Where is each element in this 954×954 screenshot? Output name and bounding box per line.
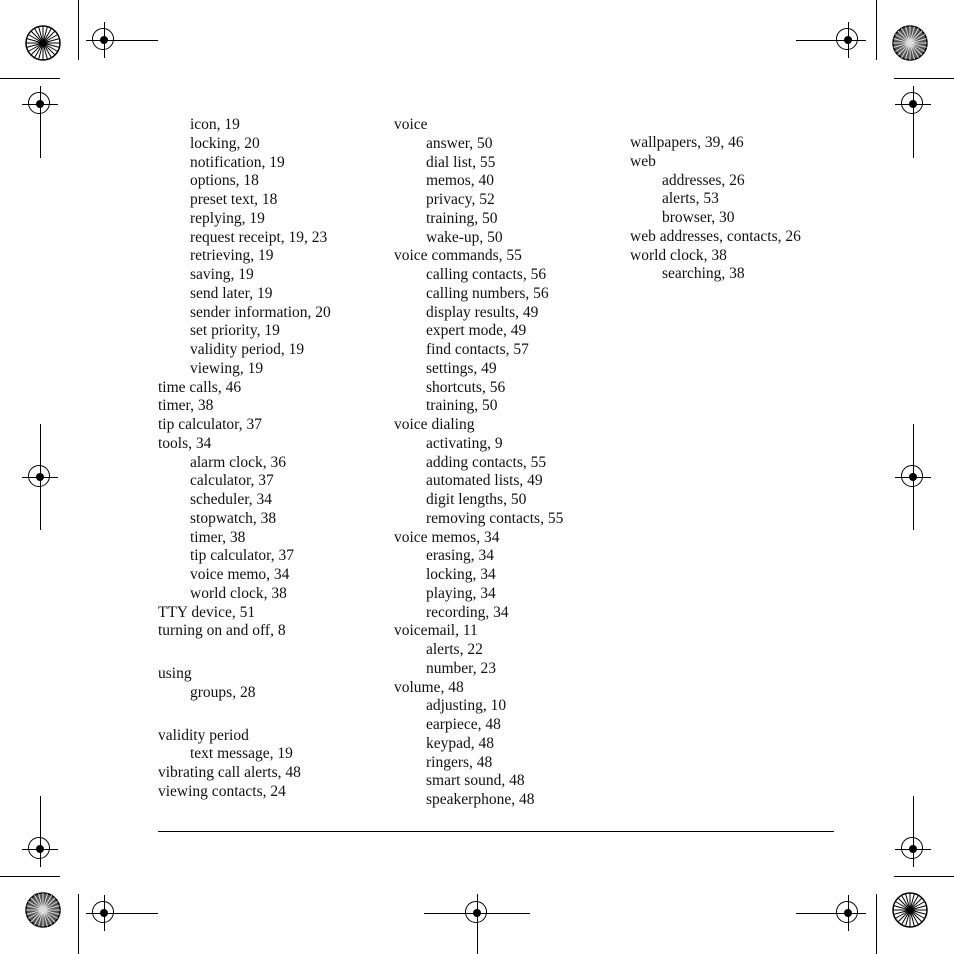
index-subentry: wake-up, 50 [426, 228, 503, 246]
index-subentry: adding contacts, 55 [426, 453, 547, 471]
index-subentry: stopwatch, 38 [190, 509, 277, 527]
index-subentry: training, 50 [426, 209, 498, 227]
trim-line [913, 424, 914, 464]
index-entry: voice memos, 34 [394, 528, 500, 546]
index-subentry: erasing, 34 [426, 547, 495, 565]
trim-line [876, 894, 877, 954]
index-entry: world clock, 38 [630, 246, 727, 264]
index-subentry: sender information, 20 [190, 303, 331, 321]
index-subentry: voice memo, 34 [190, 566, 290, 583]
index-column-3 [630, 134, 801, 284]
index-subentry: alarm clock, 36 [190, 453, 286, 471]
trim-line [913, 118, 914, 158]
index-subentry: memos, 40 [426, 172, 495, 190]
color-wheel-icon [891, 891, 929, 929]
color-wheel-icon [24, 24, 62, 62]
index-subentry: smart sound, 48 [426, 772, 525, 790]
index-subentry: removing contacts, 55 [426, 509, 564, 527]
index-subentry: saving, 19 [190, 266, 254, 283]
index-subentry: scheduler, 34 [190, 491, 273, 508]
index-subentry: world clock, 38 [190, 584, 287, 602]
index-spacer [158, 641, 331, 665]
trim-line [796, 913, 832, 914]
color-wheel-icon [24, 891, 62, 929]
index-subentry: shortcuts, 56 [426, 378, 506, 396]
index-subentry: preset text, 18 [190, 191, 278, 208]
index-subentry: text message, 19 [190, 745, 293, 763]
color-wheel-icon [891, 24, 929, 62]
index-entry: using [158, 665, 192, 682]
index-entry: turning on and off, 8 [158, 622, 286, 640]
index-subentry: request receipt, 19, 23 [190, 228, 328, 246]
index-column-2 [394, 116, 563, 810]
index-subentry: recording, 34 [426, 603, 509, 621]
index-entry: volume, 48 [394, 678, 464, 696]
index-subentry: expert mode, 49 [426, 322, 527, 340]
index-entry: tip calculator, 37 [158, 416, 262, 433]
index-subentry: notification, 19 [190, 153, 285, 171]
trim-line [894, 78, 954, 79]
index-subentry: alerts, 53 [662, 190, 719, 208]
index-spacer [158, 703, 331, 727]
index-subentry: ringers, 48 [426, 753, 493, 771]
index-subentry: searching, 38 [662, 265, 745, 283]
index-subentry: retrieving, 19 [190, 247, 274, 265]
index-entry: tools, 34 [158, 434, 212, 452]
index-subentry: browser, 30 [662, 209, 735, 226]
index-entry: validity period [158, 726, 249, 744]
index-subentry: addresses, 26 [662, 171, 745, 189]
index-subentry: adjusting, 10 [426, 697, 507, 715]
index-subentry: calling contacts, 56 [426, 266, 547, 283]
index-subentry: playing, 34 [426, 584, 496, 602]
trim-line [118, 913, 158, 914]
trim-line [0, 876, 60, 877]
trim-line [40, 490, 41, 530]
index-entry: voice commands, 55 [394, 247, 522, 265]
index-subentry: privacy, 52 [426, 191, 495, 208]
index-entry: web [630, 152, 656, 170]
trim-line [40, 424, 41, 464]
index-subentry: earpiece, 48 [426, 716, 501, 733]
trim-line [0, 78, 60, 79]
trim-line [477, 927, 478, 954]
index-subentry: speakerphone, 48 [426, 791, 535, 808]
trim-line [78, 894, 79, 954]
index-entry: voice [394, 116, 428, 133]
index-subentry: dial list, 55 [426, 153, 496, 171]
index-subentry: calling numbers, 56 [426, 284, 549, 302]
trim-line [40, 118, 41, 158]
index-subentry: automated lists, 49 [426, 472, 543, 490]
index-subentry: number, 23 [426, 659, 496, 677]
trim-line [913, 490, 914, 530]
trim-line [894, 876, 954, 877]
index-subentry: answer, 50 [426, 134, 493, 152]
trim-line [40, 796, 41, 836]
trim-line [477, 894, 478, 902]
index-subentry: find contacts, 57 [426, 341, 529, 358]
index-subentry: digit lengths, 50 [426, 491, 527, 508]
index-entry: voicemail, 11 [394, 622, 478, 640]
index-subentry: keypad, 48 [426, 734, 495, 752]
index-subentry: locking, 34 [426, 566, 496, 583]
index-subentry: options, 18 [190, 172, 259, 190]
index-subentry: send later, 19 [190, 284, 273, 302]
index-subentry: locking, 20 [190, 134, 260, 152]
index-entry: voice dialing [394, 416, 475, 433]
index-entry: time calls, 46 [158, 378, 242, 396]
index-subentry: display results, 49 [426, 303, 539, 321]
index-subentry: icon, 19 [190, 116, 240, 133]
index-column-1 [158, 116, 331, 802]
index-subentry: alerts, 22 [426, 641, 483, 658]
index-subentry: training, 50 [426, 397, 498, 415]
index-subentry: timer, 38 [190, 528, 246, 546]
trim-line [796, 40, 832, 41]
index-subentry: calculator, 37 [190, 472, 274, 490]
trim-line [78, 0, 79, 60]
trim-line [876, 0, 877, 60]
trim-line [913, 796, 914, 836]
index-subentry: groups, 28 [190, 683, 256, 701]
index-entry: viewing contacts, 24 [158, 782, 286, 800]
footer-rule [158, 831, 834, 832]
index-entry: web addresses, contacts, 26 [630, 227, 801, 245]
trim-line [424, 913, 464, 914]
index-subentry: tip calculator, 37 [190, 547, 294, 565]
index-entry: TTY device, 51 [158, 603, 256, 621]
index-entry: vibrating call alerts, 48 [158, 764, 301, 781]
index-subentry: settings, 49 [426, 359, 497, 377]
index-subentry: replying, 19 [190, 209, 265, 227]
index-entry: wallpapers, 39, 46 [630, 134, 744, 151]
index-subentry: activating, 9 [426, 434, 503, 452]
trim-line [118, 40, 158, 41]
index-entry: timer, 38 [158, 397, 214, 415]
index-subentry: set priority, 19 [190, 322, 280, 340]
index-subentry: viewing, 19 [190, 359, 264, 377]
index-subentry: validity period, 19 [190, 341, 305, 358]
trim-line [490, 913, 530, 914]
